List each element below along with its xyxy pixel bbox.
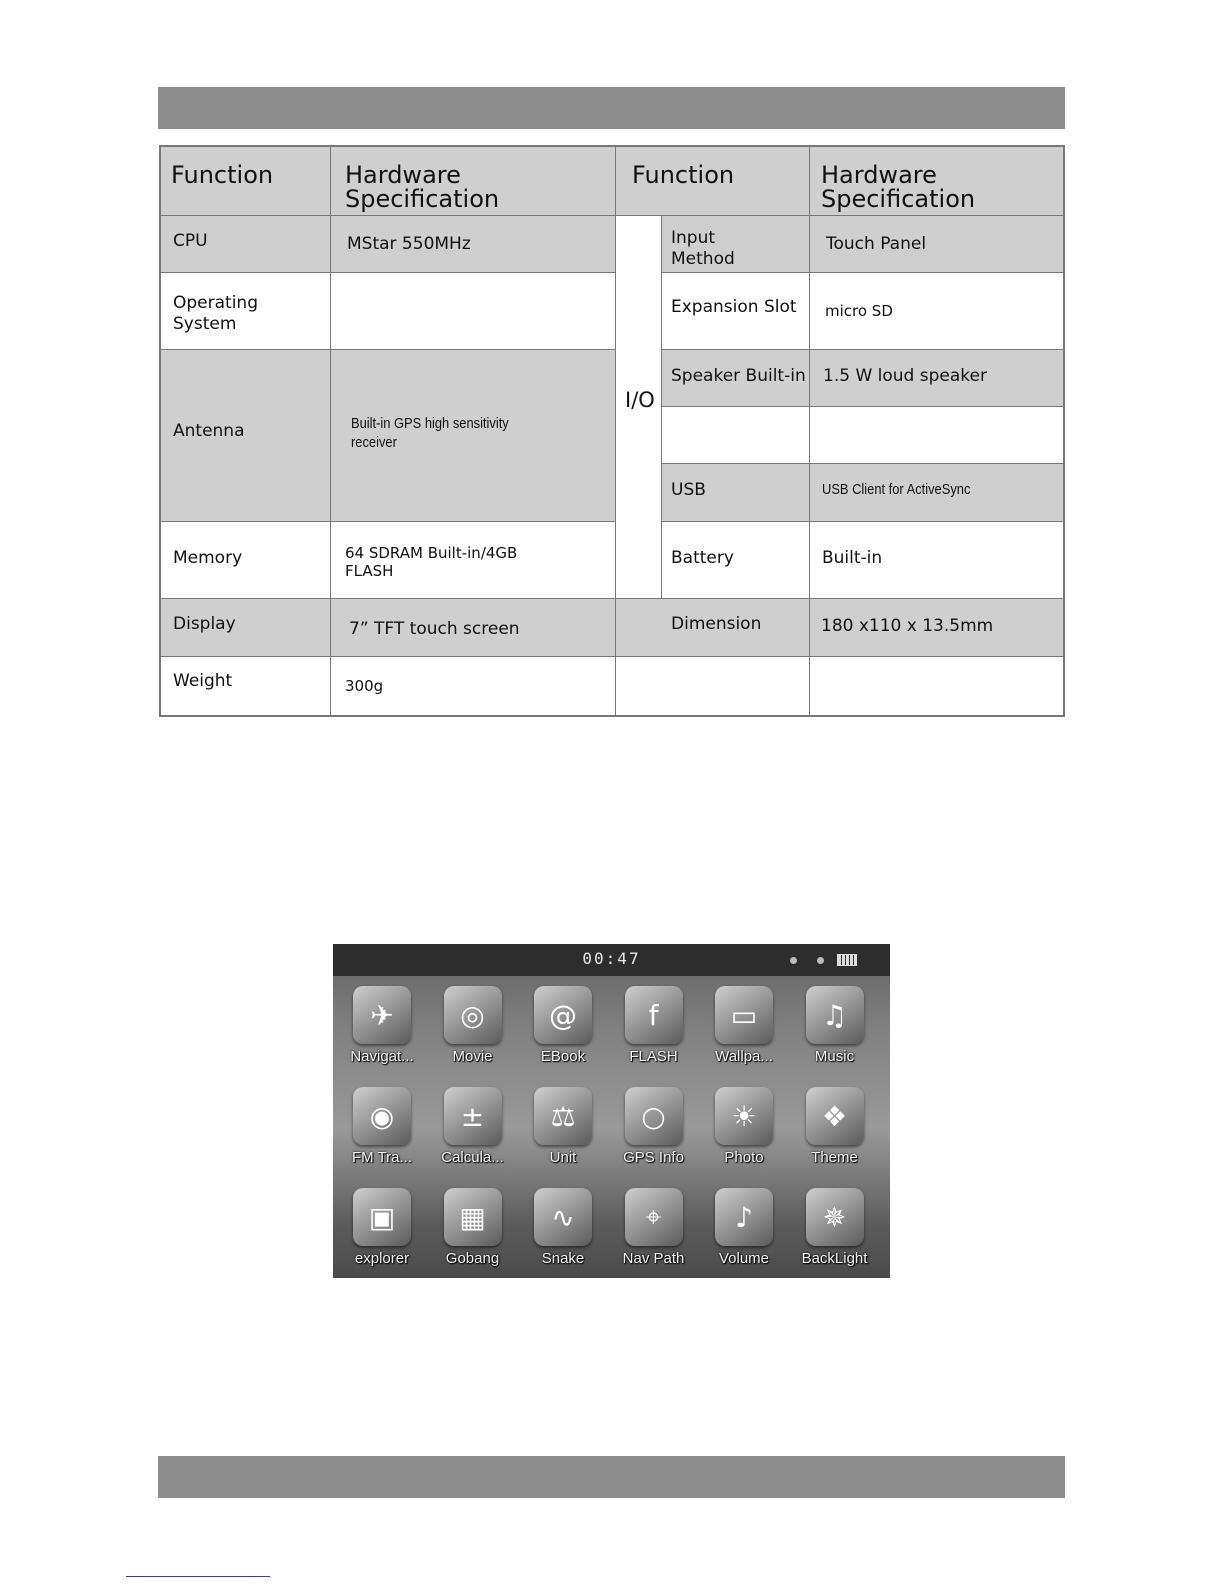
speaker-icon: ♪ [715,1188,773,1246]
app-volume[interactable] [699,1184,789,1278]
cell-text: Input Method [671,228,735,269]
cell-text: 64 SDRAM Built-in/4GB FLASH [345,544,518,580]
footnote-rule [126,1576,270,1577]
spec-table [159,145,1065,717]
app-theme[interactable] [790,1083,880,1183]
music-note-icon: ♫ [806,986,864,1044]
app-music[interactable] [790,982,880,1082]
app-navigat[interactable] [337,982,427,1082]
cell-text: Antenna [173,421,245,441]
cell-text: Built-in [822,548,883,568]
address-book-icon: @ [534,986,592,1044]
row-weight-function [159,656,331,717]
cell-text: Dimension [671,614,762,634]
folder-icon: ▣ [353,1188,411,1246]
row-empty-right-function [615,656,810,717]
cell-text: 1.5 W loud speaker [823,366,987,386]
row-memory-spec [330,521,616,599]
app-movie[interactable] [428,982,518,1082]
header-function-left [159,145,331,216]
app-label: EBook [540,1048,586,1065]
app-label: Theme [811,1149,858,1166]
app-gobang[interactable] [428,1184,518,1278]
io-label-text: I/O [625,388,655,412]
row-os-spec [330,272,616,350]
app-ebook[interactable] [518,982,608,1082]
app-calcula[interactable] [428,1083,518,1183]
header-bar [158,87,1065,129]
app-label: Nav Path [622,1250,685,1267]
cell-text: Touch Panel [826,234,927,254]
row-input-method-function [661,215,810,273]
status-bar [333,944,890,976]
app-label: Snake [541,1250,585,1267]
app-snake[interactable] [518,1184,608,1278]
app-label: GPS Info [623,1149,684,1166]
app-label: Wallpa... [715,1048,773,1065]
flash-icon: f [625,986,683,1044]
row-empty-io-spec [809,406,1065,464]
cell-text: Speaker Built-in [671,366,806,386]
app-label: Volume [718,1250,770,1267]
light-icon: ✵ [806,1188,864,1246]
app-photo[interactable] [699,1083,789,1183]
app-label: Movie [452,1048,493,1065]
row-dimension-spec [809,598,1065,657]
row-usb-spec [809,463,1065,522]
row-expansion-spec [809,272,1065,350]
app-gps-info[interactable] [609,1083,699,1183]
row-display-spec [330,598,616,657]
cell-text: 180 x110 x 13.5mm [821,616,994,636]
snake-icon: ∿ [534,1188,592,1246]
app-wallpa[interactable] [699,982,789,1082]
row-weight-spec [330,656,616,717]
header-function-left-text: Function [171,161,274,189]
io-group-label [615,215,662,599]
radio-icon: ◉ [353,1087,411,1145]
row-input-method-spec [809,215,1065,273]
app-nav-path[interactable] [609,1184,699,1278]
app-label: Navigat... [350,1048,414,1065]
row-cpu-function [159,215,331,273]
cell-text: Memory [173,548,243,568]
app-explorer[interactable] [337,1184,427,1278]
app-flash[interactable] [609,982,699,1082]
cell-text: Operating System [173,293,258,334]
cell-text: Expansion Slot [671,297,797,317]
row-antenna-function [159,349,331,522]
device-home-screen [333,944,890,1278]
cell-text: Display [173,614,236,634]
app-unit[interactable] [518,1083,608,1183]
app-label: Music [814,1048,855,1065]
app-label: Unit [549,1149,577,1166]
header-function-right-text: Function [632,161,735,189]
cell-text: Weight [173,671,233,691]
battery-icon [837,954,857,966]
theme-icon: ❖ [806,1087,864,1145]
cell-text: MStar 550MHz [347,234,471,254]
footer-bar [158,1456,1065,1498]
row-usb-function [661,463,810,522]
row-display-function [159,598,331,657]
row-battery-spec [809,521,1065,599]
cell-text: USB Client for ActiveSync [822,481,971,498]
app-label: Photo [724,1149,764,1166]
row-empty-io-function [661,406,810,464]
cell-text: CPU [173,231,208,251]
scale-icon: ⚖ [534,1087,592,1145]
calculator-icon: ± [444,1087,502,1145]
row-antenna-spec [330,349,616,522]
header-hardware-left-text: Hardware Specification [345,161,500,213]
app-label: Calcula... [441,1149,504,1166]
cell-text: 7” TFT touch screen [349,619,520,639]
globe-icon: ○ [625,1087,683,1145]
row-expansion-function [661,272,810,350]
row-cpu-spec [330,215,616,273]
row-speaker-function [661,349,810,407]
clock: 00:47 [582,949,641,968]
app-fm-tra[interactable] [337,1083,427,1183]
app-label: BackLight [801,1250,868,1267]
cell-text: USB [671,480,706,500]
cell-text: Built-in GPS high sensitivity receiver [351,415,509,451]
sunflower-icon: ☀ [715,1087,773,1145]
header-hardware-right-text: Hardware Specification [821,161,976,213]
app-label: Gobang [445,1250,500,1267]
row-memory-function [159,521,331,599]
film-reel-icon: ◎ [444,986,502,1044]
cell-text: 300g [345,677,384,695]
header-hardware-right [809,145,1065,216]
status-indicator-icon [790,957,797,964]
car-icon: ✈ [353,986,411,1044]
cell-text: micro SD [825,302,893,320]
row-battery-function [661,521,810,599]
row-os-function [159,272,331,350]
status-indicator-icon [817,957,824,964]
map-pin-icon: ⌖ [625,1188,683,1246]
app-backlight[interactable] [790,1184,880,1278]
app-label: explorer [354,1250,410,1267]
app-label: FM Tra... [352,1149,412,1166]
gobang-board-icon: ▦ [444,1188,502,1246]
cell-text: Battery [671,548,734,568]
landscape-icon: ▭ [715,986,773,1044]
row-empty-right-spec [809,656,1065,717]
row-dimension-function [615,598,810,657]
app-label: FLASH [629,1048,678,1065]
row-speaker-spec [809,349,1065,407]
header-hardware-left [330,145,616,216]
header-function-right [615,145,810,216]
